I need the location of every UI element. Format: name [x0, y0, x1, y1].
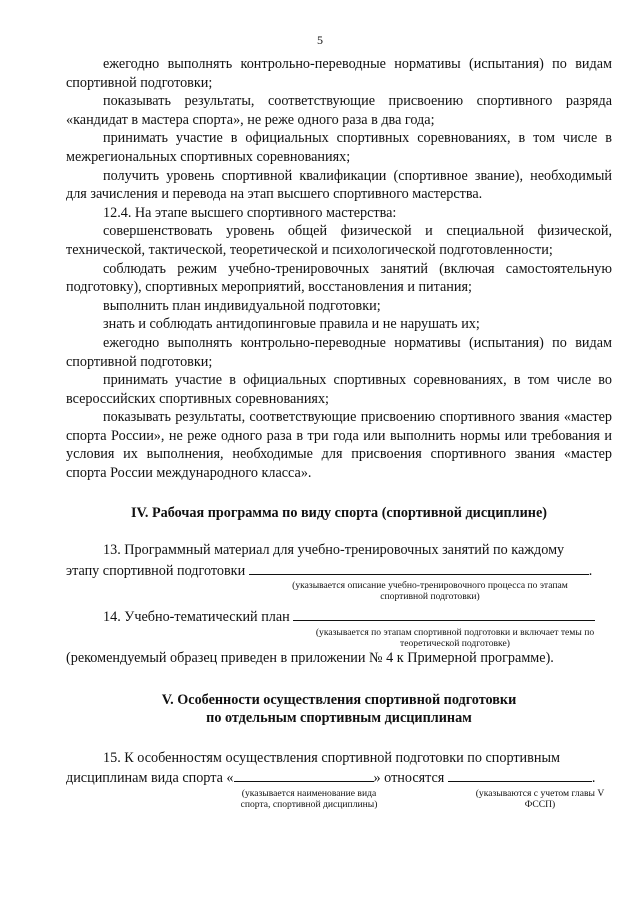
item-15-sport-fill-line[interactable]	[234, 767, 374, 782]
paragraph: знать и соблюдать антидопинговые правила и не нарушать их;	[103, 316, 480, 333]
item-14	[66, 606, 612, 627]
document-body	[66, 55, 612, 834]
section-5-heading	[66, 691, 612, 728]
section-5-heading-line2: по отдельным спортивным дисциплинам	[206, 710, 472, 727]
item-13-label: этапу спортивной подготовки	[66, 562, 246, 579]
paragraph: показывать результаты, соответствующие присвоению спортивного звания «мастер спорта России», не реже одного раза в три года или выполнить нормы или требования и условия их выполнения, необходимые для присвоения спортивного звания «мастер спорта России международного класса».	[66, 409, 612, 482]
item-15-part2: » относятся	[373, 770, 445, 787]
item-15-features-fill-line[interactable]	[448, 767, 592, 782]
item-14-fill-line[interactable]	[293, 606, 595, 621]
item-13-fill-line[interactable]	[249, 560, 589, 575]
item-13-end: .	[588, 562, 593, 579]
item-14-label: 14. Учебно-тематический план	[103, 609, 290, 626]
paragraph: получить уровень спортивной квалификации (спортивное звание), необходимый для зачисления и перевода на этап высшего спортивного мастерства.	[66, 167, 612, 203]
item-13-note: (указывается описание учебно-тренировочного процесса по этапам спортивной подготовки)	[292, 580, 568, 603]
page-number: 5	[317, 33, 323, 47]
item-14-tail: (рекомендуемый образец приведен в приложении № 4 к Примерной программе).	[66, 650, 554, 667]
item-15-note-fssp: (указываются с учетом главы V ФССП)	[475, 788, 605, 810]
item-15-end: .	[591, 770, 596, 787]
item-15-part1: дисциплинам вида спорта «	[66, 770, 234, 787]
item-13-line1: 13. Программный материал для учебно-тренировочных занятий по каждому	[103, 542, 565, 559]
paragraph: выполнить план индивидуальной подготовки;	[103, 297, 381, 314]
item-15-notes	[66, 788, 612, 834]
paragraph: совершенствовать уровень общей физической и специальной физической, технической, тактической, теоретической и психологической подготовленности;	[66, 223, 612, 258]
item-15-note-sport: (указывается наименование вида спорта, спортивной дисциплины)	[240, 788, 378, 810]
paragraph: принимать участие в официальных спортивных соревнованиях, в том числе в межрегиональных спортивных соревнованиях;	[66, 130, 612, 165]
paragraph: ежегодно выполнять контрольно-переводные нормативы (испытания) по видам спортивной подготовки;	[66, 334, 612, 370]
item-13-line2	[66, 560, 612, 581]
section-5-heading-line1: V. Особенности осуществления спортивной подготовки	[161, 691, 517, 708]
item-15-line1: 15. К особенностям осуществления спортивной подготовки по спортивным	[103, 749, 560, 766]
paragraph: соблюдать режим учебно-тренировочных занятий (включая самостоятельную подготовку), спортивных мероприятий, восстановления и питания;	[66, 260, 612, 296]
paragraph: ежегодно выполнять контрольно-переводные нормативы (испытания) по видам спортивной подготовки;	[66, 56, 612, 91]
item-15-line2	[66, 767, 612, 788]
clause-12-4: 12.4. На этапе высшего спортивного мастерства:	[103, 204, 397, 221]
section-4-heading: IV. Рабочая программа по виду спорта (спортивной дисциплине)	[130, 504, 547, 521]
paragraph: принимать участие в официальных спортивных соревнованиях, в том числе во всероссийских спортивных соревнованиях;	[66, 372, 612, 407]
paragraph: показывать результаты, соответствующие присвоению спортивного разряда «кандидат в мастера спорта», не реже одного раза в два года;	[66, 93, 612, 128]
item-14-note: (указывается по этапам спортивной подготовки и включает темы по теоретической подготовке)	[315, 627, 595, 650]
